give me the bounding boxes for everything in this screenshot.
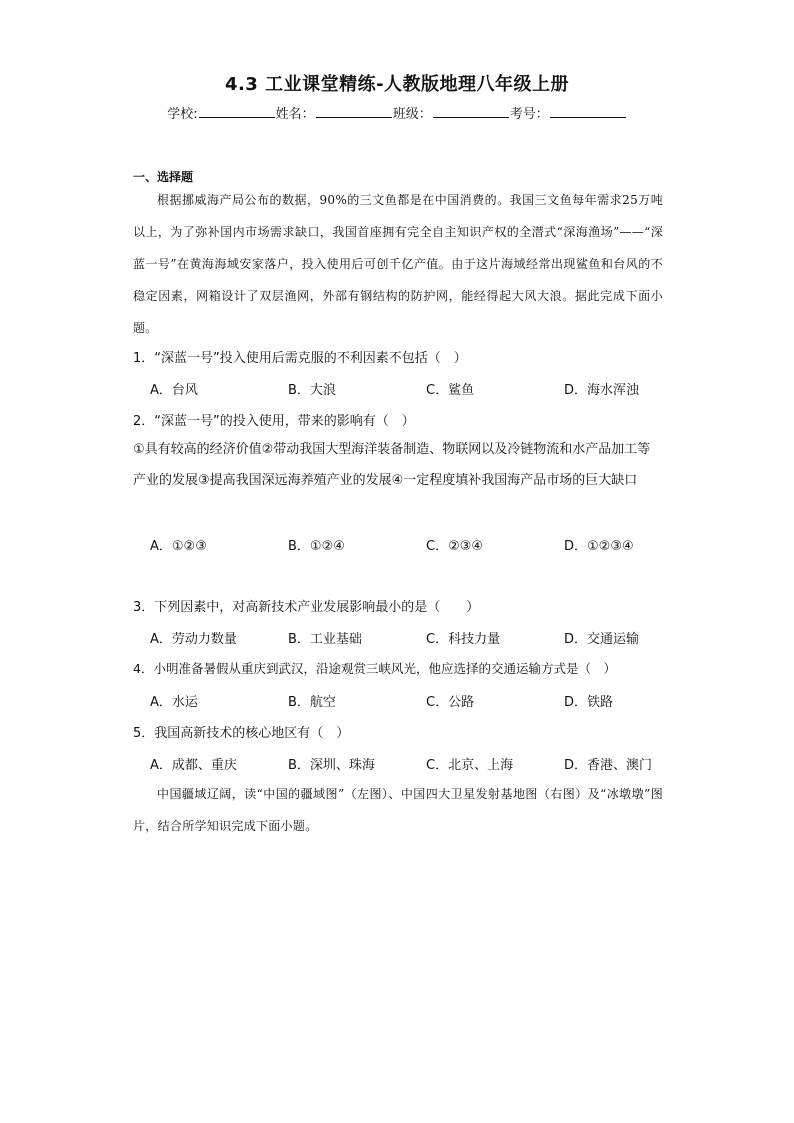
exam-no-label: 考号： (509, 107, 549, 122)
question-2-stem: 2．“深蓝一号”的投入使用，带来的影响有（ ） (133, 414, 415, 429)
question-5-options (150, 754, 702, 773)
option-b[interactable]: B．①②④ (288, 539, 345, 554)
question-5-stem: 5．我国高新技术的核心地区有（ ） (133, 726, 350, 741)
question-4-options (150, 691, 702, 710)
option-c[interactable]: C．②③④ (426, 539, 484, 554)
question-2-options (150, 535, 702, 554)
option-c[interactable]: C．科技力量 (426, 632, 501, 647)
option-b[interactable]: B．深圳、珠海 (288, 758, 375, 773)
name-label: 姓名： (275, 107, 315, 122)
question-3-options (150, 628, 702, 647)
option-c[interactable]: C．鲨鱼 (426, 383, 475, 398)
option-d[interactable]: D．铁路 (564, 695, 614, 710)
passage-1 (133, 184, 663, 344)
document-title: 4.3 工业课堂精练-人教版地理八年级上册 (224, 74, 570, 95)
question-1-stem: 1．“深蓝一号”投入使用后需克服的不利因素不包括（ ） (133, 351, 467, 366)
school-label: 学校: (167, 107, 198, 122)
section-title: 一、选择题 (133, 170, 194, 184)
option-a[interactable]: A．劳动力数量 (150, 632, 237, 647)
option-d[interactable]: D．海水浑浊 (564, 383, 640, 398)
exam-no-blank[interactable] (550, 104, 626, 118)
option-b[interactable]: B．航空 (288, 695, 336, 710)
option-a[interactable]: A．水运 (150, 695, 198, 710)
school-blank[interactable] (199, 104, 275, 118)
option-c[interactable]: C．公路 (426, 695, 475, 710)
option-c[interactable]: C．北京、上海 (426, 758, 514, 773)
option-d[interactable]: D．交通运输 (564, 632, 640, 647)
option-a[interactable]: A．成都、重庆 (150, 758, 237, 773)
option-a[interactable]: A．台风 (150, 383, 198, 398)
option-a[interactable]: A．①②③ (150, 539, 207, 554)
option-b[interactable]: B．大浪 (288, 383, 336, 398)
question-2-detail: ①具有较高的经济价值②带动我国大型海洋装备制造、物联网以及冷链物流和水产品加工等产业的发展③提高我国深远海养殖产业的发展④一定程度填补我国海产品市场的巨大缺口 (133, 442, 651, 488)
option-d[interactable]: D．香港、澳门 (564, 758, 653, 773)
student-info-row (0, 103, 794, 122)
option-d[interactable]: D．①②③④ (564, 539, 634, 554)
passage-2-text: 中国疆域辽阔，读“中国的疆域图”（左图）、中国四大卫星发射基地图（右图）及“冰墩墩”图片，结合所学知识完成下面小题。 (133, 787, 663, 833)
option-b[interactable]: B．工业基础 (288, 632, 362, 647)
class-blank[interactable] (433, 104, 509, 118)
passage-1-text: 根据挪威海产局公布的数据，90%的三文鱼都是在中国消费的。我国三文鱼每年需求25万吨以上，为了弥补国内市场需求缺口，我国首座拥有完全自主知识产权的全潜式“深海渔场”——“深蓝一号”在黄海海域安家落户，投入使用后可创千亿产值。由于这片海域经常出现鲨鱼和台风的不稳定因素，网箱设计了双层渔网，外部有钢结构的防护网，能经得起大风大浪。据此完成下面小题。 (133, 193, 663, 335)
passage-2 (133, 778, 663, 842)
question-1-options (150, 379, 702, 398)
name-blank[interactable] (316, 104, 392, 118)
question-3-stem: 3．下列因素中，对高新技术产业发展影响最小的是（ ） (133, 600, 480, 615)
question-4-stem: 4．小明准备暑假从重庆到武汉，沿途观赏三峡风光，他应选择的交通运输方式是（ ） (133, 661, 616, 676)
class-label: 班级： (392, 107, 432, 122)
